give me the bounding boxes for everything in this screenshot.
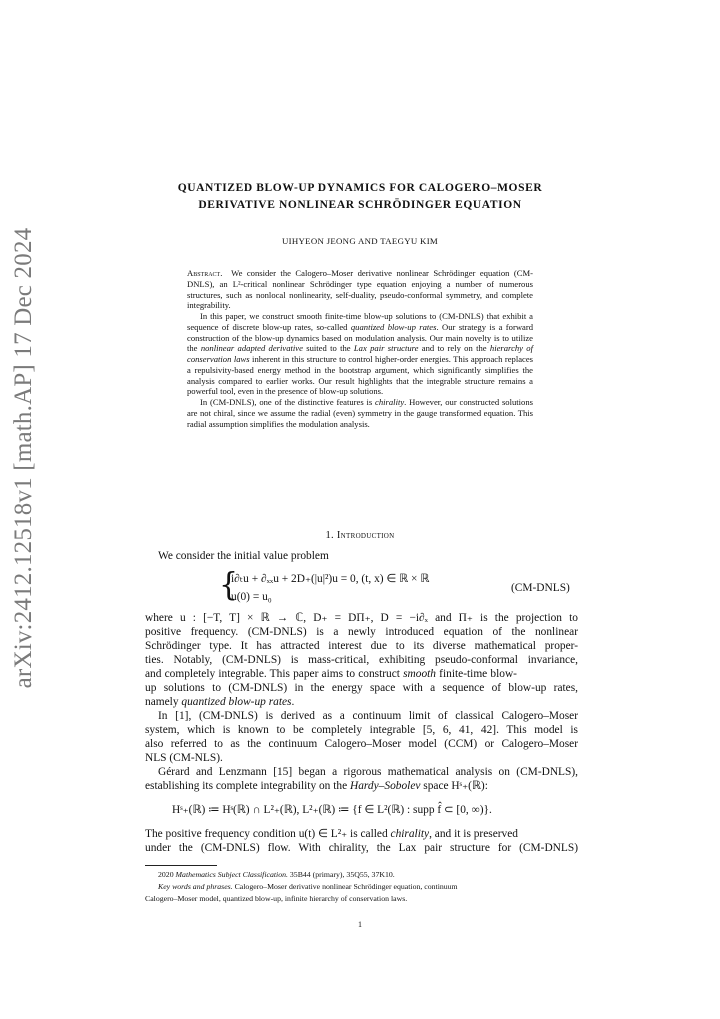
body-line: positive frequency. (CM-DNLS) is a newly introduced equation of the nonlinear xyxy=(145,626,578,638)
body-line: We consider the initial value problem xyxy=(158,550,329,562)
body-line: and completely integrable. This paper aims to construct smooth finite-time blow- xyxy=(145,668,517,680)
abstract-heading: Abstract. xyxy=(187,268,223,278)
abstract-paragraph-1: Abstract. We consider the Calogero–Moser derivative nonlinear Schrödinger equation (CM-DNLS), an L²-critical nonlinear Schrödinger type equation enjoying a number of numerous structures, such as nonlocal nonlinearity, self-duality, pseudo-conformal symmetry, and complete integrability. xyxy=(187,268,533,311)
authors: UIHYEON JEONG AND TAEGYU KIM xyxy=(281,236,439,246)
equation-tag: (CM-DNLS) xyxy=(511,582,570,594)
footnote-rule xyxy=(145,865,217,866)
display-equation: Hˢ₊(ℝ) ≔ Hˢ(ℝ) ∩ L²₊(ℝ), L²₊(ℝ) ≔ {f ∈ L²(ℝ) : supp f̂ ⊂ [0, ∞)}. xyxy=(172,804,492,816)
body-line: also referred to as the continuum Calogero–Moser model (CCM) or Calogero–Moser xyxy=(145,738,578,750)
abstract-paragraph-2: In this paper, we construct smooth finite-time blow-up solutions to (CM-DNLS) that exhibit a sequence of discrete blow-up rates, so-called quantized blow-up rates. Our strategy is a forward construction of the blow-up dynamics based on modulation analysis. Our main novelty is to utilize the nonlinear adapted derivative suited to the Lax pair structure and to rely on the hierarchy of conservation laws inherent in this structure to control higher-order energies. This approach replaces a repulsivity-based energy method in the bootstrap argument, which significantly simplifies the analysis compared to earlier works. Our result highlights that the integrable structure remains a powerful tool, even in the presence of blow-up solutions. xyxy=(187,311,533,397)
body-line: In [1], (CM-DNLS) is derived as a continuum limit of classical Calogero–Moser xyxy=(158,710,578,722)
body-line: Schrödinger type. It has attracted interest due to its diverse mathematical proper- xyxy=(145,640,578,652)
body-line: ties. Notably, (CM-DNLS) is mass-critical, exhibiting pseudo-conformal invariance, xyxy=(145,654,578,666)
footnote-keywords-cont: Calogero–Moser model, quantized blow-up, infinite hierarchy of conservation laws. xyxy=(145,894,408,903)
page-number: 1 xyxy=(358,920,362,929)
arxiv-stamp: arXiv:2412.12518v1 [math.AP] 17 Dec 2024 xyxy=(10,227,37,689)
abstract-paragraph-3: In (CM-DNLS), one of the distinctive features is chirality. However, our constructed solutions are not chiral, since we assume the radial (even) symmetry in the gauge transformed equation. This radial assumption simplifies the modulation analysis. xyxy=(187,397,533,429)
body-line: where u : [−T, T] × ℝ → ℂ, D₊ = DΠ₊, D = −i∂ₓ and Π₊ is the projection to xyxy=(145,612,578,624)
body-line: establishing its complete integrability on the Hardy–Sobolev space Hˢ₊(ℝ): xyxy=(145,780,488,792)
body-line: up solutions to (CM-DNLS) in the energy space with a sequence of blow-up rates, xyxy=(145,682,578,694)
body-line: NLS (CM-NLS). xyxy=(145,752,223,764)
equation-line-2: u(0) = u₀ xyxy=(231,591,272,603)
body-line: namely quantized blow-up rates. xyxy=(145,696,295,708)
equation-brace: { xyxy=(219,567,239,604)
title-line-2: DERIVATIVE NONLINEAR SCHRÖDINGER EQUATION xyxy=(198,199,522,211)
abstract xyxy=(187,268,533,429)
equation-line-1: i∂ₜu + ∂ₓₓu + 2D₊(|u|²)u = 0, (t, x) ∈ ℝ × ℝ xyxy=(231,573,430,585)
title-line-1: QUANTIZED BLOW-UP DYNAMICS FOR CALOGERO–MOSER xyxy=(177,182,543,194)
paper-title xyxy=(140,180,580,214)
body-line: under the (CM-DNLS) flow. With chirality, the Lax pair structure for (CM-DNLS) xyxy=(145,842,578,854)
footnote-keywords: Key words and phrases. Calogero–Moser derivative nonlinear Schrödinger equation, continuum xyxy=(158,882,458,891)
body-line: Gérard and Lenzmann [15] began a rigorous mathematical analysis on (CM-DNLS), xyxy=(158,766,578,778)
section-heading: 1. Introduction xyxy=(325,530,395,541)
footnote-msc: 2020 Mathematics Subject Classification. 35B44 (primary), 35Q55, 37K10. xyxy=(158,870,395,879)
body-line: The positive frequency condition u(t) ∈ L²₊ is called chirality, and it is preserved xyxy=(145,828,518,840)
body-line: system, which is known to be completely integrable [5, 6, 41, 42]. This model is xyxy=(145,724,578,736)
